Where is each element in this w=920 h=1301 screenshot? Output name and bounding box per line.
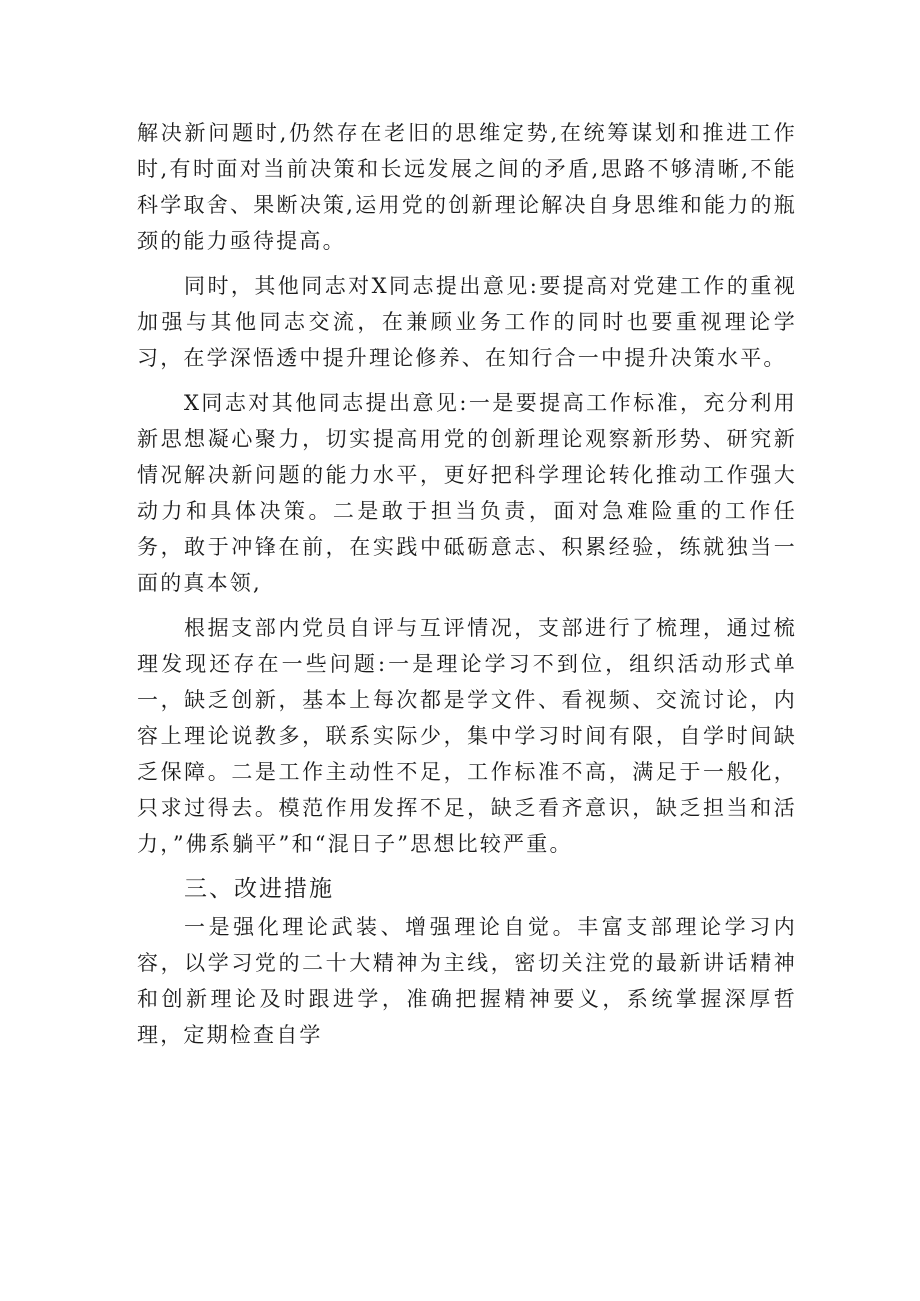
paragraph-colleague-opinions: 同时，其他同志对X同志提出意见:要提高对党建工作的重视加强与其他同志交流，在兼顾业务工作的同时也要重视理论学习，在学深悟透中提升理论修养、在知行合一中提升决策水平。 — [137, 274, 797, 370]
paragraph-branch-review: 根据支部内党员自评与互评情况，支部进行了梳理，通过梳理发现还存在一些问题:一是理论学习不到位，组织活动形式单一，缺乏创新，基本上每次都是学文件、看视频、交流讨论，内容上理论说教多，联系实际少，集中学习时间有限，自学时间缺乏保障。二是工作主动性不足，工作标准不高，满足于一般化，只求过得去。模范作用发挥不足，缺乏看齐意识，缺乏担当和活力，”佛系躺平”和“混日子”思想比较严重。 — [137, 616, 797, 856]
paragraph-improvement-1: 一是强化理论武装、增强理论自觉。丰富支部理论学习内容，以学习党的二十大精神为主线，密切关注党的最新讲话精神和创新理论及时跟进学，准确把握精神要义，系统掌握深厚哲理，定期检查自学 — [137, 915, 797, 1047]
paragraph-continuation: 解决新问题时,仍然存在老旧的思维定势,在统筹谋划和推进工作时,有时面对当前决策和长远发展之间的矛盾,思路不够清晰,不能科学取舍、果断决策,运用党的创新理论解决自身思维和能力的瓶颈的能力亟待提高。 — [137, 121, 797, 253]
paragraph-x-opinions: X同志对其他同志提出意见:一是要提高工作标准，充分利用新思想凝心聚力，切实提高用党的创新理论观察新形势、研究新情况解决新问题的能力水平，更好把科学理论转化推动工作强大动力和具体决策。二是敢于担当负责，面对急难险重的工作任务，敢于冲锋在前，在实践中砥砺意志、积累经验，练就独当一面的真本领, — [137, 391, 797, 595]
section-heading-improvements: 三、改进措施 — [184, 876, 334, 902]
document-body — [137, 115, 797, 1062]
